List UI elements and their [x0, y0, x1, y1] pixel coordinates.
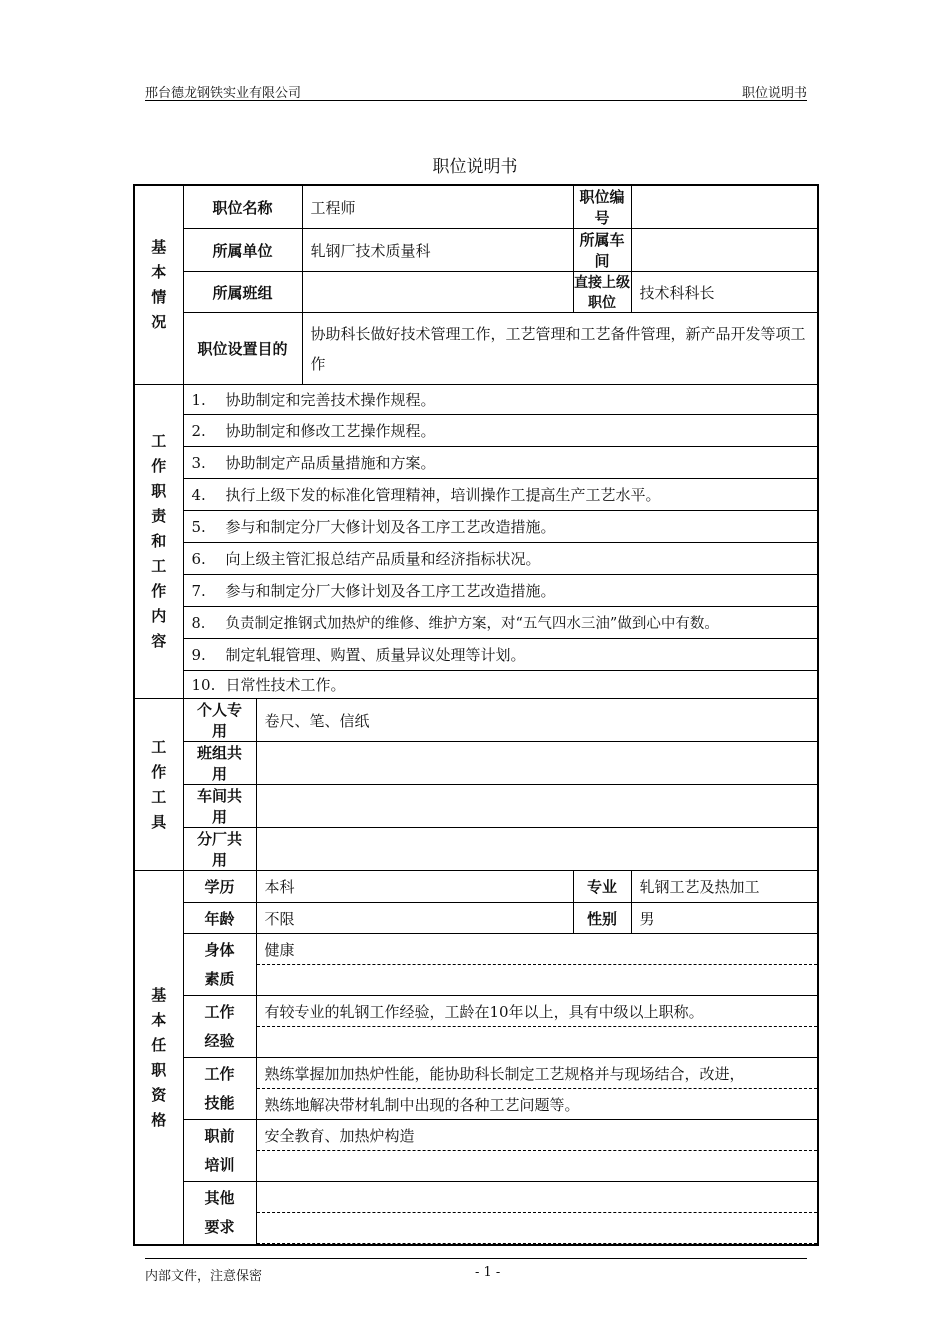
- page-header: [145, 80, 807, 101]
- duty-item: 1. 协助制定和完善技术操作规程。: [183, 385, 818, 415]
- duty-item: 10. 日常性技术工作。: [183, 671, 818, 699]
- label-team: 所属班组: [183, 272, 302, 313]
- label-team-tools: 班组共用: [183, 742, 256, 785]
- value-major: 轧钢工艺及热加工: [631, 871, 818, 903]
- label-position-name: 职位名称: [183, 185, 302, 229]
- value-other: [256, 1182, 818, 1246]
- value-skills: 熟练掌握加加热炉性能，能协助科长制定工艺规格并与现场结合，改进， 熟练地解决带材轧制中出现的各种工艺问题等。: [256, 1058, 818, 1120]
- label-purpose: 职位设置目的: [183, 313, 302, 385]
- label-education: 学历: [183, 871, 256, 903]
- section-tools: 工 作 工 具: [134, 699, 183, 871]
- label-superior: 直接上级职位: [573, 272, 631, 313]
- value-branch-tools: [256, 828, 818, 871]
- label-experience: 工作 经验: [183, 996, 256, 1058]
- value-position-name: 工程师: [302, 185, 573, 229]
- value-personal-tools: 卷尺、笔、信纸: [256, 699, 818, 742]
- label-gender: 性别: [573, 903, 631, 934]
- duty-item: 4. 执行上级下发的标准化管理精神，培训操作工提高生产工艺水平。: [183, 479, 818, 511]
- value-education: 本科: [256, 871, 573, 903]
- value-experience: 有较专业的轧钢工作经验，工龄在10年以上，具有中级以上职称。: [256, 996, 818, 1058]
- label-workshop-tools: 车间共用: [183, 785, 256, 828]
- label-position-code: 职位编号: [573, 185, 631, 229]
- page-number: - 1 -: [475, 1265, 501, 1280]
- document-title: 职位说明书: [432, 157, 518, 177]
- job-description-table: [133, 184, 819, 1246]
- label-major: 专业: [573, 871, 631, 903]
- value-gender: 男: [631, 903, 818, 934]
- duty-item: 8. 负责制定推钢式加热炉的维修、维护方案，对“五气四水三油”做到心中有数。: [183, 607, 818, 639]
- section-qualifications: 基 本 任 职 资 格: [134, 871, 183, 1246]
- section-basic: 基 本 情 况: [134, 185, 183, 385]
- label-skills: 工作 技能: [183, 1058, 256, 1120]
- value-physical: 健康: [256, 934, 818, 996]
- label-workshop: 所属车间: [573, 229, 631, 272]
- page-footer: [145, 1258, 807, 1284]
- value-position-code: [631, 185, 818, 229]
- label-personal-tools: 个人专用: [183, 699, 256, 742]
- duty-item: 7. 参与和制定分厂大修计划及各工序工艺改造措施。: [183, 575, 818, 607]
- value-team-tools: [256, 742, 818, 785]
- value-superior: 技术科科长: [631, 272, 818, 313]
- duty-item: 2. 协助制定和修改工艺操作规程。: [183, 415, 818, 447]
- value-team: [302, 272, 573, 313]
- header-doc-type: 职位说明书: [741, 86, 807, 101]
- label-other: 其他 要求: [183, 1182, 256, 1246]
- duty-item: 5. 参与和制定分厂大修计划及各工序工艺改造措施。: [183, 511, 818, 543]
- value-purpose: 协助科长做好技术管理工作，工艺管理和工艺备件管理，新产品开发等项工作: [302, 313, 818, 385]
- duty-item: 6. 向上级主管汇报总结产品质量和经济指标状况。: [183, 543, 818, 575]
- duty-item: 3. 协助制定产品质量措施和方案。: [183, 447, 818, 479]
- label-training: 职前 培训: [183, 1120, 256, 1182]
- confidential-note: 内部文件，注意保密: [145, 1269, 263, 1284]
- value-age: 不限: [256, 903, 573, 934]
- value-workshop: [631, 229, 818, 272]
- label-physical: 身体 素质: [183, 934, 256, 996]
- company-name: 邢台德龙钢铁实业有限公司: [145, 86, 302, 101]
- value-unit: 轧钢厂技术质量科: [302, 229, 573, 272]
- label-unit: 所属单位: [183, 229, 302, 272]
- value-training: 安全教育、加热炉构造: [256, 1120, 818, 1182]
- label-age: 年龄: [183, 903, 256, 934]
- duty-item: 9. 制定轧辊管理、购置、质量异议处理等计划。: [183, 639, 818, 671]
- label-branch-tools: 分厂共用: [183, 828, 256, 871]
- section-duties: 工 作 职 责 和 工 作 内 容: [134, 385, 183, 699]
- value-workshop-tools: [256, 785, 818, 828]
